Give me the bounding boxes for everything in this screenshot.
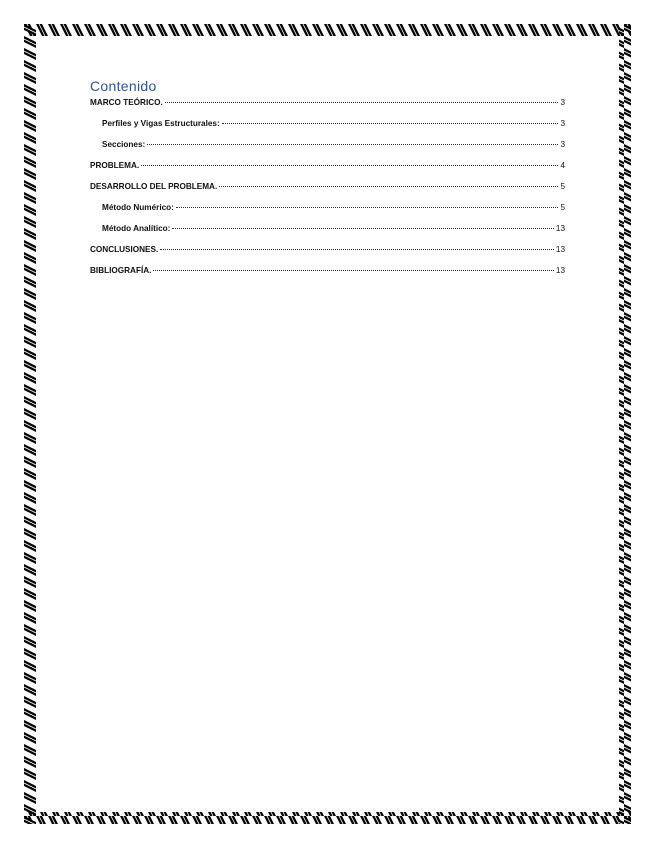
toc-leader-dots bbox=[160, 249, 554, 250]
toc-entry[interactable] bbox=[90, 161, 565, 182]
toc-leader-dots bbox=[141, 165, 558, 166]
toc-entry-page-number: 3 bbox=[560, 98, 565, 107]
toc-entry-label: PROBLEMA. bbox=[90, 161, 140, 170]
toc-entry[interactable] bbox=[90, 98, 565, 119]
toc-entry-page-number: 3 bbox=[560, 119, 565, 128]
toc-leader-dots bbox=[165, 102, 559, 103]
toc-entry-label: MARCO TEÓRICO. bbox=[90, 98, 163, 107]
toc-entry-page-number: 3 bbox=[560, 140, 565, 149]
toc-entry[interactable] bbox=[90, 245, 565, 266]
toc-entry-label: BIBLIOGRAFÍA. bbox=[90, 266, 152, 275]
toc-entry-label: DESARROLLO DEL PROBLEMA. bbox=[90, 182, 218, 191]
toc-leader-dots bbox=[219, 186, 558, 187]
toc-entry-page-number: 4 bbox=[560, 161, 565, 170]
toc-leader-dots bbox=[172, 228, 554, 229]
toc-entry-label: Secciones: bbox=[102, 140, 146, 149]
toc-entry-page-number: 13 bbox=[555, 245, 565, 254]
toc-leader-dots bbox=[222, 123, 559, 124]
toc-entry[interactable] bbox=[90, 266, 565, 287]
toc-title: Contenido bbox=[90, 78, 157, 94]
toc-leader-dots bbox=[147, 144, 558, 145]
toc-entry-label: CONCLUSIONES. bbox=[90, 245, 159, 254]
toc-entry[interactable] bbox=[90, 140, 565, 161]
toc-leader-dots bbox=[153, 270, 553, 271]
toc-entry[interactable] bbox=[90, 182, 565, 203]
toc-entries bbox=[90, 98, 565, 287]
toc-entry[interactable] bbox=[90, 224, 565, 245]
toc-leader-dots bbox=[176, 207, 559, 208]
table-of-contents bbox=[90, 78, 565, 287]
toc-entry-label: Método Analítico: bbox=[102, 224, 171, 233]
toc-entry-page-number: 5 bbox=[560, 203, 565, 212]
toc-entry-page-number: 13 bbox=[555, 266, 565, 275]
toc-entry[interactable] bbox=[90, 203, 565, 224]
toc-entry-page-number: 5 bbox=[560, 182, 565, 191]
toc-entry-label: Perfiles y Vigas Estructurales: bbox=[102, 119, 220, 128]
toc-entry-page-number: 13 bbox=[555, 224, 565, 233]
toc-entry-label: Método Numérico: bbox=[102, 203, 174, 212]
toc-entry[interactable] bbox=[90, 119, 565, 140]
